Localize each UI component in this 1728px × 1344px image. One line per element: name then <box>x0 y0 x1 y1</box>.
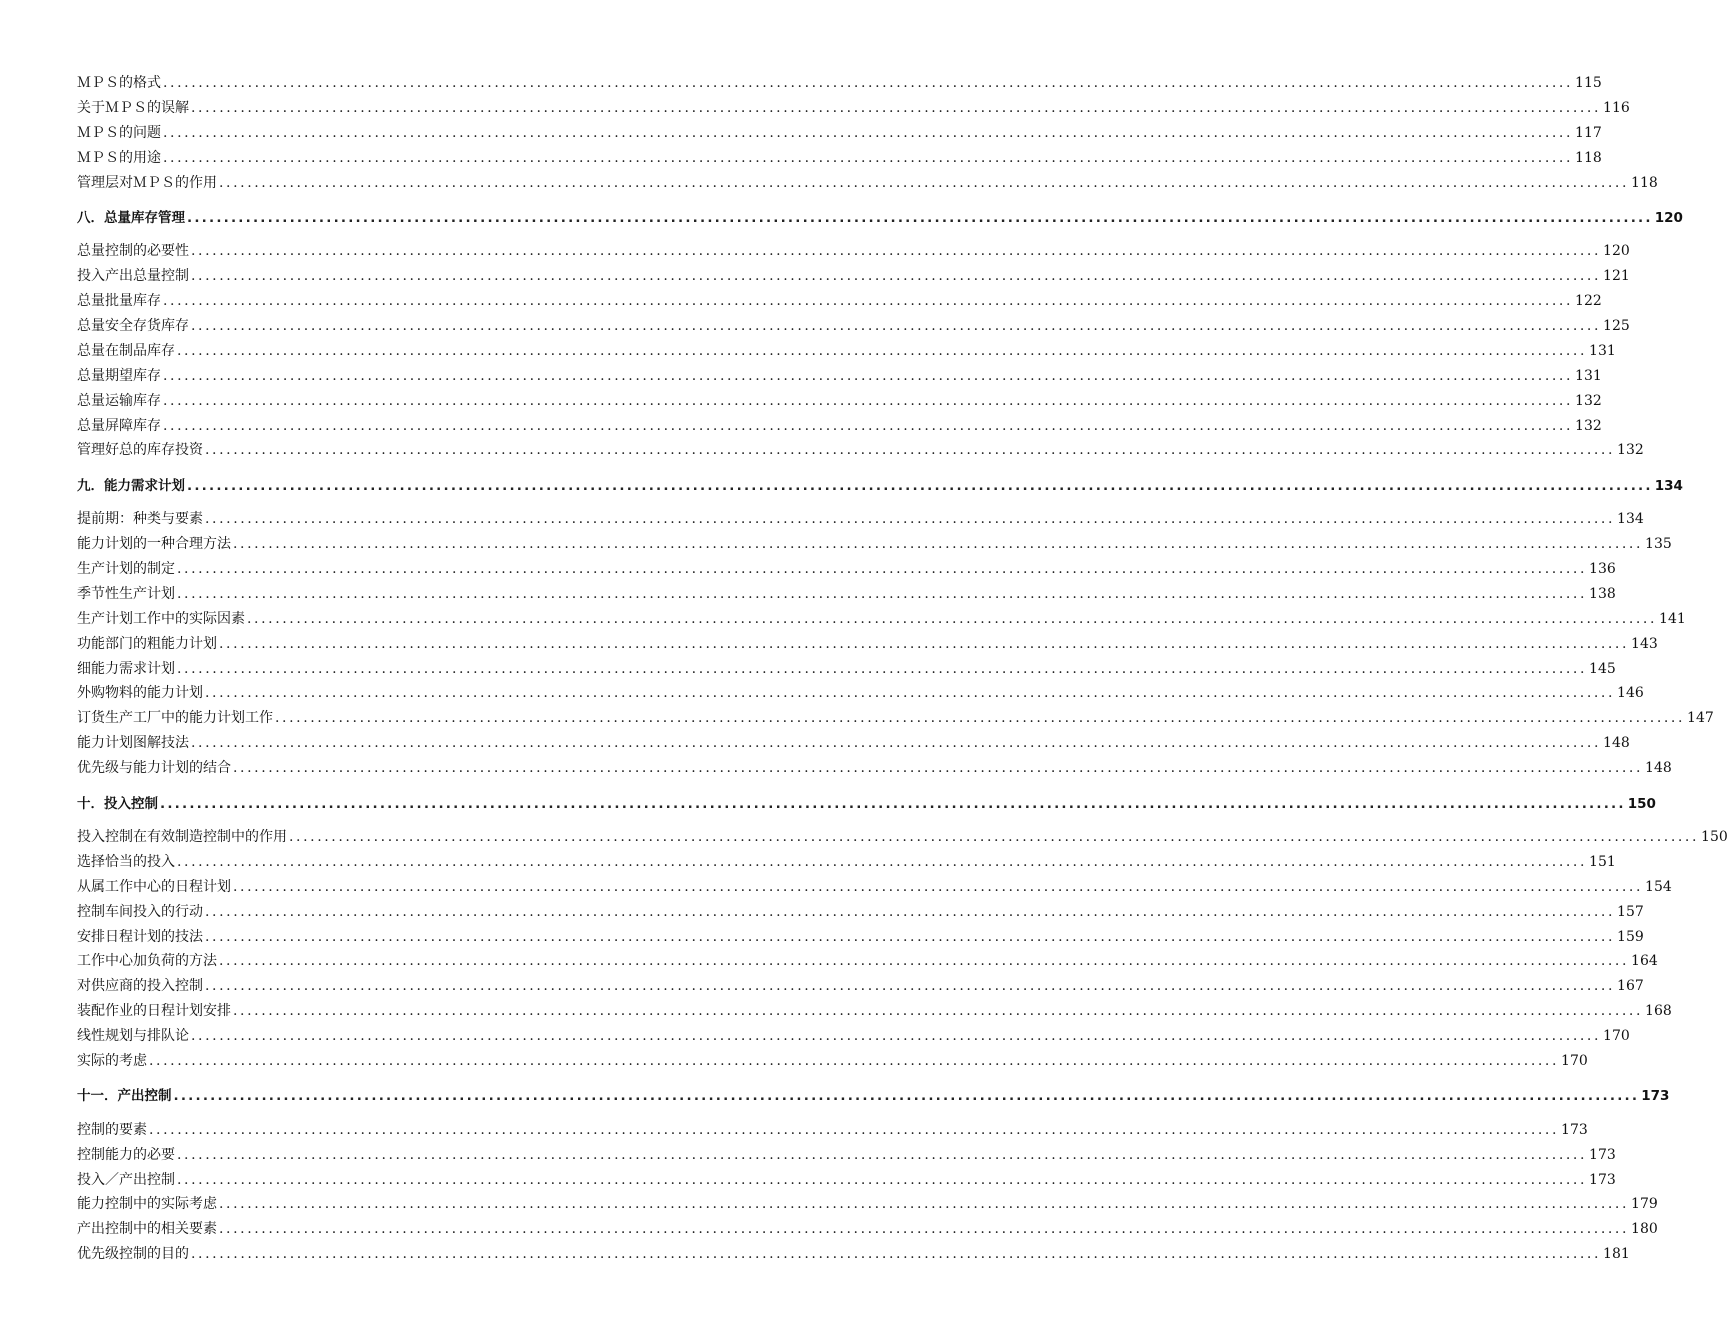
toc-entry <box>77 876 1672 901</box>
toc-entry <box>77 147 1602 172</box>
toc-entry-title: 细能力需求计划 <box>77 660 175 677</box>
dot-leader: ........................................................................................................................................................................................................ <box>247 610 1658 627</box>
dot-leader: ........................................................................................................................................................................................................ <box>219 1221 1630 1238</box>
toc-entry <box>77 340 1616 365</box>
toc-page-number: 147 <box>1687 710 1714 727</box>
toc-page-number: 141 <box>1659 610 1686 627</box>
toc-entry-title: 实际的考虑 <box>77 1052 147 1069</box>
toc-entry-title: 总量运输库存 <box>77 392 161 409</box>
toc-entry-title: 控制的要素 <box>77 1121 147 1138</box>
toc-entry-title: 投入产出总量控制 <box>77 268 189 285</box>
dot-leader: ........................................................................................................................................................................................................ <box>160 795 1626 812</box>
dot-leader: ........................................................................................................................................................................................................ <box>187 477 1653 494</box>
toc-entry-title: 优先级控制的目的 <box>77 1246 189 1263</box>
toc-chapter-heading <box>77 206 1683 231</box>
dot-leader: ........................................................................................................................................................................................................ <box>149 1052 1560 1069</box>
dot-leader: ........................................................................................................................................................................................................ <box>163 149 1574 166</box>
toc-page-number: 164 <box>1631 953 1658 970</box>
toc-page-number: 173 <box>1561 1121 1588 1138</box>
toc-entry <box>77 172 1658 197</box>
toc-entry-title: 选择恰当的投入 <box>77 853 175 870</box>
toc-entry-title: ＭＰＳ的格式 <box>77 75 161 91</box>
toc-entry <box>77 390 1602 415</box>
toc-entry-title: 投入控制在有效制造控制中的作用 <box>77 828 287 845</box>
toc-entry-title: 总量安全存货库存 <box>77 318 189 335</box>
table-of-contents <box>77 72 1728 1268</box>
toc-page-number: 150 <box>1701 828 1728 845</box>
toc-entry <box>77 633 1658 658</box>
toc-entry-title: 对供应商的投入控制 <box>77 978 203 995</box>
dot-leader: ........................................................................................................................................................................................................ <box>219 174 1630 191</box>
toc-entry-title: 关于ＭＰＳ的误解 <box>77 99 189 116</box>
toc-chapter-heading <box>77 474 1683 499</box>
toc-page-number: 154 <box>1645 878 1672 895</box>
dot-leader: ........................................................................................................................................................................................................ <box>191 1246 1602 1263</box>
toc-entry <box>77 757 1672 782</box>
toc-entry <box>77 732 1630 757</box>
dot-leader: ........................................................................................................................................................................................................ <box>177 342 1588 359</box>
toc-entry-title: 工作中心加负荷的方法 <box>77 953 217 970</box>
toc-entry-title: 订货生产工厂中的能力计划工作 <box>77 710 273 727</box>
toc-entry-title: 总量控制的必要性 <box>77 243 189 260</box>
toc-page-number: 151 <box>1589 853 1616 870</box>
dot-leader: ........................................................................................................................................................................................................ <box>177 1146 1588 1163</box>
toc-entry <box>77 240 1630 265</box>
dot-leader: ........................................................................................................................................................................................................ <box>233 878 1644 895</box>
dot-leader: ........................................................................................................................................................................................................ <box>177 585 1588 602</box>
dot-leader: ........................................................................................................................................................................................................ <box>233 760 1644 777</box>
toc-entry-title: 总量期望库存 <box>77 367 161 384</box>
toc-page-number: 157 <box>1617 903 1644 920</box>
toc-page-number: 145 <box>1589 660 1616 677</box>
toc-entry <box>77 265 1630 290</box>
toc-entry <box>77 508 1644 533</box>
toc-entry-title: 总量屏障库存 <box>77 417 161 434</box>
toc-entry <box>77 1144 1616 1169</box>
toc-page-number: 170 <box>1603 1028 1630 1045</box>
toc-entry-title: 八．总量库存管理 <box>77 209 185 226</box>
toc-entry-title: ＭＰＳ的用途 <box>77 149 161 166</box>
toc-entry-title: 优先级与能力计划的结合 <box>77 760 231 777</box>
toc-entry-title: 生产计划工作中的实际因素 <box>77 610 245 627</box>
dot-leader: ........................................................................................................................................................................................................ <box>219 635 1630 652</box>
dot-leader: ........................................................................................................................................................................................................ <box>233 536 1644 553</box>
toc-entry-title: 生产计划的制定 <box>77 561 175 578</box>
dot-leader: ........................................................................................................................................................................................................ <box>275 710 1686 727</box>
dot-leader: ........................................................................................................................................................................................................ <box>191 318 1602 335</box>
toc-entry-title: 总量批量库存 <box>77 293 161 310</box>
toc-page-number: 120 <box>1603 243 1630 260</box>
toc-page-number: 134 <box>1617 511 1644 528</box>
toc-page-number: 125 <box>1603 318 1630 335</box>
toc-entry <box>77 290 1602 315</box>
dot-leader: ........................................................................................................................................................................................................ <box>289 828 1700 845</box>
toc-entry <box>77 851 1616 876</box>
toc-entry-title: 十一．产出控制 <box>77 1088 172 1105</box>
toc-entry <box>77 608 1686 633</box>
toc-entry <box>77 533 1672 558</box>
toc-entry <box>77 1050 1588 1075</box>
toc-entry-title: 十．投入控制 <box>77 795 158 812</box>
toc-page-number: 173 <box>1589 1146 1616 1163</box>
dot-leader: ........................................................................................................................................................................................................ <box>163 124 1574 141</box>
toc-entry-title: 控制能力的必要 <box>77 1146 175 1163</box>
toc-entry <box>77 122 1602 147</box>
toc-page-number: 116 <box>1603 99 1630 116</box>
dot-leader: ........................................................................................................................................................................................................ <box>191 735 1602 752</box>
toc-entry <box>77 707 1714 732</box>
dot-leader: ........................................................................................................................................................................................................ <box>219 953 1630 970</box>
toc-entry-title: 能力控制中的实际考虑 <box>77 1196 217 1213</box>
toc-entry-title: 外购物料的能力计划 <box>77 685 203 702</box>
toc-page-number: 180 <box>1631 1221 1658 1238</box>
toc-page-number: 115 <box>1575 75 1602 91</box>
toc-page-number: 121 <box>1603 268 1630 285</box>
toc-entry <box>77 1000 1672 1025</box>
dot-leader: ........................................................................................................................................................................................................ <box>233 1003 1644 1020</box>
dot-leader: ........................................................................................................................................................................................................ <box>205 903 1616 920</box>
toc-entry-title: 能力计划的一种合理方法 <box>77 536 231 553</box>
dot-leader: ........................................................................................................................................................................................................ <box>177 561 1588 578</box>
dot-leader: ........................................................................................................................................................................................................ <box>177 853 1588 870</box>
dot-leader: ........................................................................................................................................................................................................ <box>205 978 1616 995</box>
toc-entry-title: 功能部门的粗能力计划 <box>77 635 217 652</box>
toc-page-number: 173 <box>1641 1088 1670 1105</box>
toc-page-number: 170 <box>1561 1052 1588 1069</box>
toc-page-number: 150 <box>1627 795 1656 812</box>
toc-entry <box>77 1025 1630 1050</box>
toc-entry <box>77 315 1630 340</box>
dot-leader: ........................................................................................................................................................................................................ <box>177 660 1588 677</box>
dot-leader: ........................................................................................................................................................................................................ <box>191 1028 1602 1045</box>
dot-leader: ........................................................................................................................................................................................................ <box>191 99 1602 116</box>
toc-page-number: 168 <box>1645 1003 1672 1020</box>
toc-page-number: 131 <box>1575 367 1602 384</box>
toc-entry <box>77 901 1644 926</box>
toc-page-number: 136 <box>1589 561 1616 578</box>
dot-leader: ........................................................................................................................................................................................................ <box>219 1196 1630 1213</box>
toc-entry-title: 控制车间投入的行动 <box>77 903 203 920</box>
toc-entry-title: 管理层对ＭＰＳ的作用 <box>77 174 217 191</box>
toc-entry <box>77 415 1602 440</box>
toc-entry-title: 投入／产出控制 <box>77 1171 175 1188</box>
toc-entry <box>77 950 1658 975</box>
toc-page-number: 181 <box>1603 1246 1630 1263</box>
toc-page-number: 148 <box>1603 735 1630 752</box>
toc-entry <box>77 72 1602 97</box>
dot-leader: ........................................................................................................................................................................................................ <box>163 367 1574 384</box>
toc-page-number: 167 <box>1617 978 1644 995</box>
toc-entry <box>77 658 1616 683</box>
toc-entry-title: 安排日程计划的技法 <box>77 928 203 945</box>
toc-page-number: 132 <box>1575 392 1602 409</box>
toc-page-number: 135 <box>1645 536 1672 553</box>
toc-entry <box>77 975 1644 1000</box>
toc-entry-title: 总量在制品库存 <box>77 342 175 359</box>
toc-page-number: 120 <box>1654 209 1683 226</box>
toc-entry <box>77 826 1728 851</box>
dot-leader: ........................................................................................................................................................................................................ <box>163 392 1574 409</box>
dot-leader: ........................................................................................................................................................................................................ <box>205 442 1616 459</box>
toc-entry-title: 能力计划图解技法 <box>77 735 189 752</box>
dot-leader: ........................................................................................................................................................................................................ <box>177 1171 1588 1188</box>
toc-page-number: 118 <box>1575 149 1602 166</box>
dot-leader: ........................................................................................................................................................................................................ <box>163 293 1574 310</box>
toc-page-number: 122 <box>1575 293 1602 310</box>
toc-entry-title: 产出控制中的相关要素 <box>77 1221 217 1238</box>
toc-entry-title: 管理好总的库存投资 <box>77 442 203 459</box>
toc-entry <box>77 558 1616 583</box>
toc-entry <box>77 1218 1658 1243</box>
toc-chapter-heading <box>77 792 1656 817</box>
toc-entry-title: 季节性生产计划 <box>77 585 175 602</box>
dot-leader: ........................................................................................................................................................................................................ <box>205 928 1616 945</box>
toc-entry <box>77 1193 1658 1218</box>
toc-entry-title: 线性规划与排队论 <box>77 1028 189 1045</box>
toc-page-number: 143 <box>1631 635 1658 652</box>
dot-leader: ........................................................................................................................................................................................................ <box>149 1121 1560 1138</box>
toc-entry-title: 装配作业的日程计划安排 <box>77 1003 231 1020</box>
dot-leader: ........................................................................................................................................................................................................ <box>163 75 1574 91</box>
toc-entry-title: 九．能力需求计划 <box>77 477 185 494</box>
toc-page-number: 148 <box>1645 760 1672 777</box>
toc-page-number: 132 <box>1575 417 1602 434</box>
toc-entry <box>77 1169 1616 1194</box>
toc-page-number: 159 <box>1617 928 1644 945</box>
toc-entry <box>77 97 1630 122</box>
toc-entry <box>77 1119 1588 1144</box>
toc-entry <box>77 1243 1630 1268</box>
toc-entry <box>77 365 1602 390</box>
toc-page-number: 131 <box>1589 342 1616 359</box>
toc-page-number: 179 <box>1631 1196 1658 1213</box>
dot-leader: ........................................................................................................................................................................................................ <box>187 209 1653 226</box>
toc-page-number: 117 <box>1575 124 1602 141</box>
dot-leader: ........................................................................................................................................................................................................ <box>173 1088 1640 1105</box>
toc-page-number: 146 <box>1617 685 1644 702</box>
dot-leader: ........................................................................................................................................................................................................ <box>205 511 1616 528</box>
toc-page-number: 118 <box>1631 174 1658 191</box>
dot-leader: ........................................................................................................................................................................................................ <box>205 685 1616 702</box>
toc-entry-title: 从属工作中心的日程计划 <box>77 878 231 895</box>
toc-page-number: 132 <box>1617 442 1644 459</box>
dot-leader: ........................................................................................................................................................................................................ <box>163 417 1574 434</box>
toc-entry <box>77 583 1616 608</box>
toc-entry-title: 提前期：种类与要素 <box>77 511 203 528</box>
toc-page-number: 173 <box>1589 1171 1616 1188</box>
toc-page-number: 134 <box>1654 477 1683 494</box>
dot-leader: ........................................................................................................................................................................................................ <box>191 268 1602 285</box>
toc-entry <box>77 439 1644 464</box>
toc-chapter-heading <box>77 1084 1670 1109</box>
toc-entry-title: ＭＰＳ的问题 <box>77 124 161 141</box>
toc-page-number: 138 <box>1589 585 1616 602</box>
toc-entry <box>77 682 1644 707</box>
toc-entry <box>77 926 1644 951</box>
dot-leader: ........................................................................................................................................................................................................ <box>191 243 1602 260</box>
